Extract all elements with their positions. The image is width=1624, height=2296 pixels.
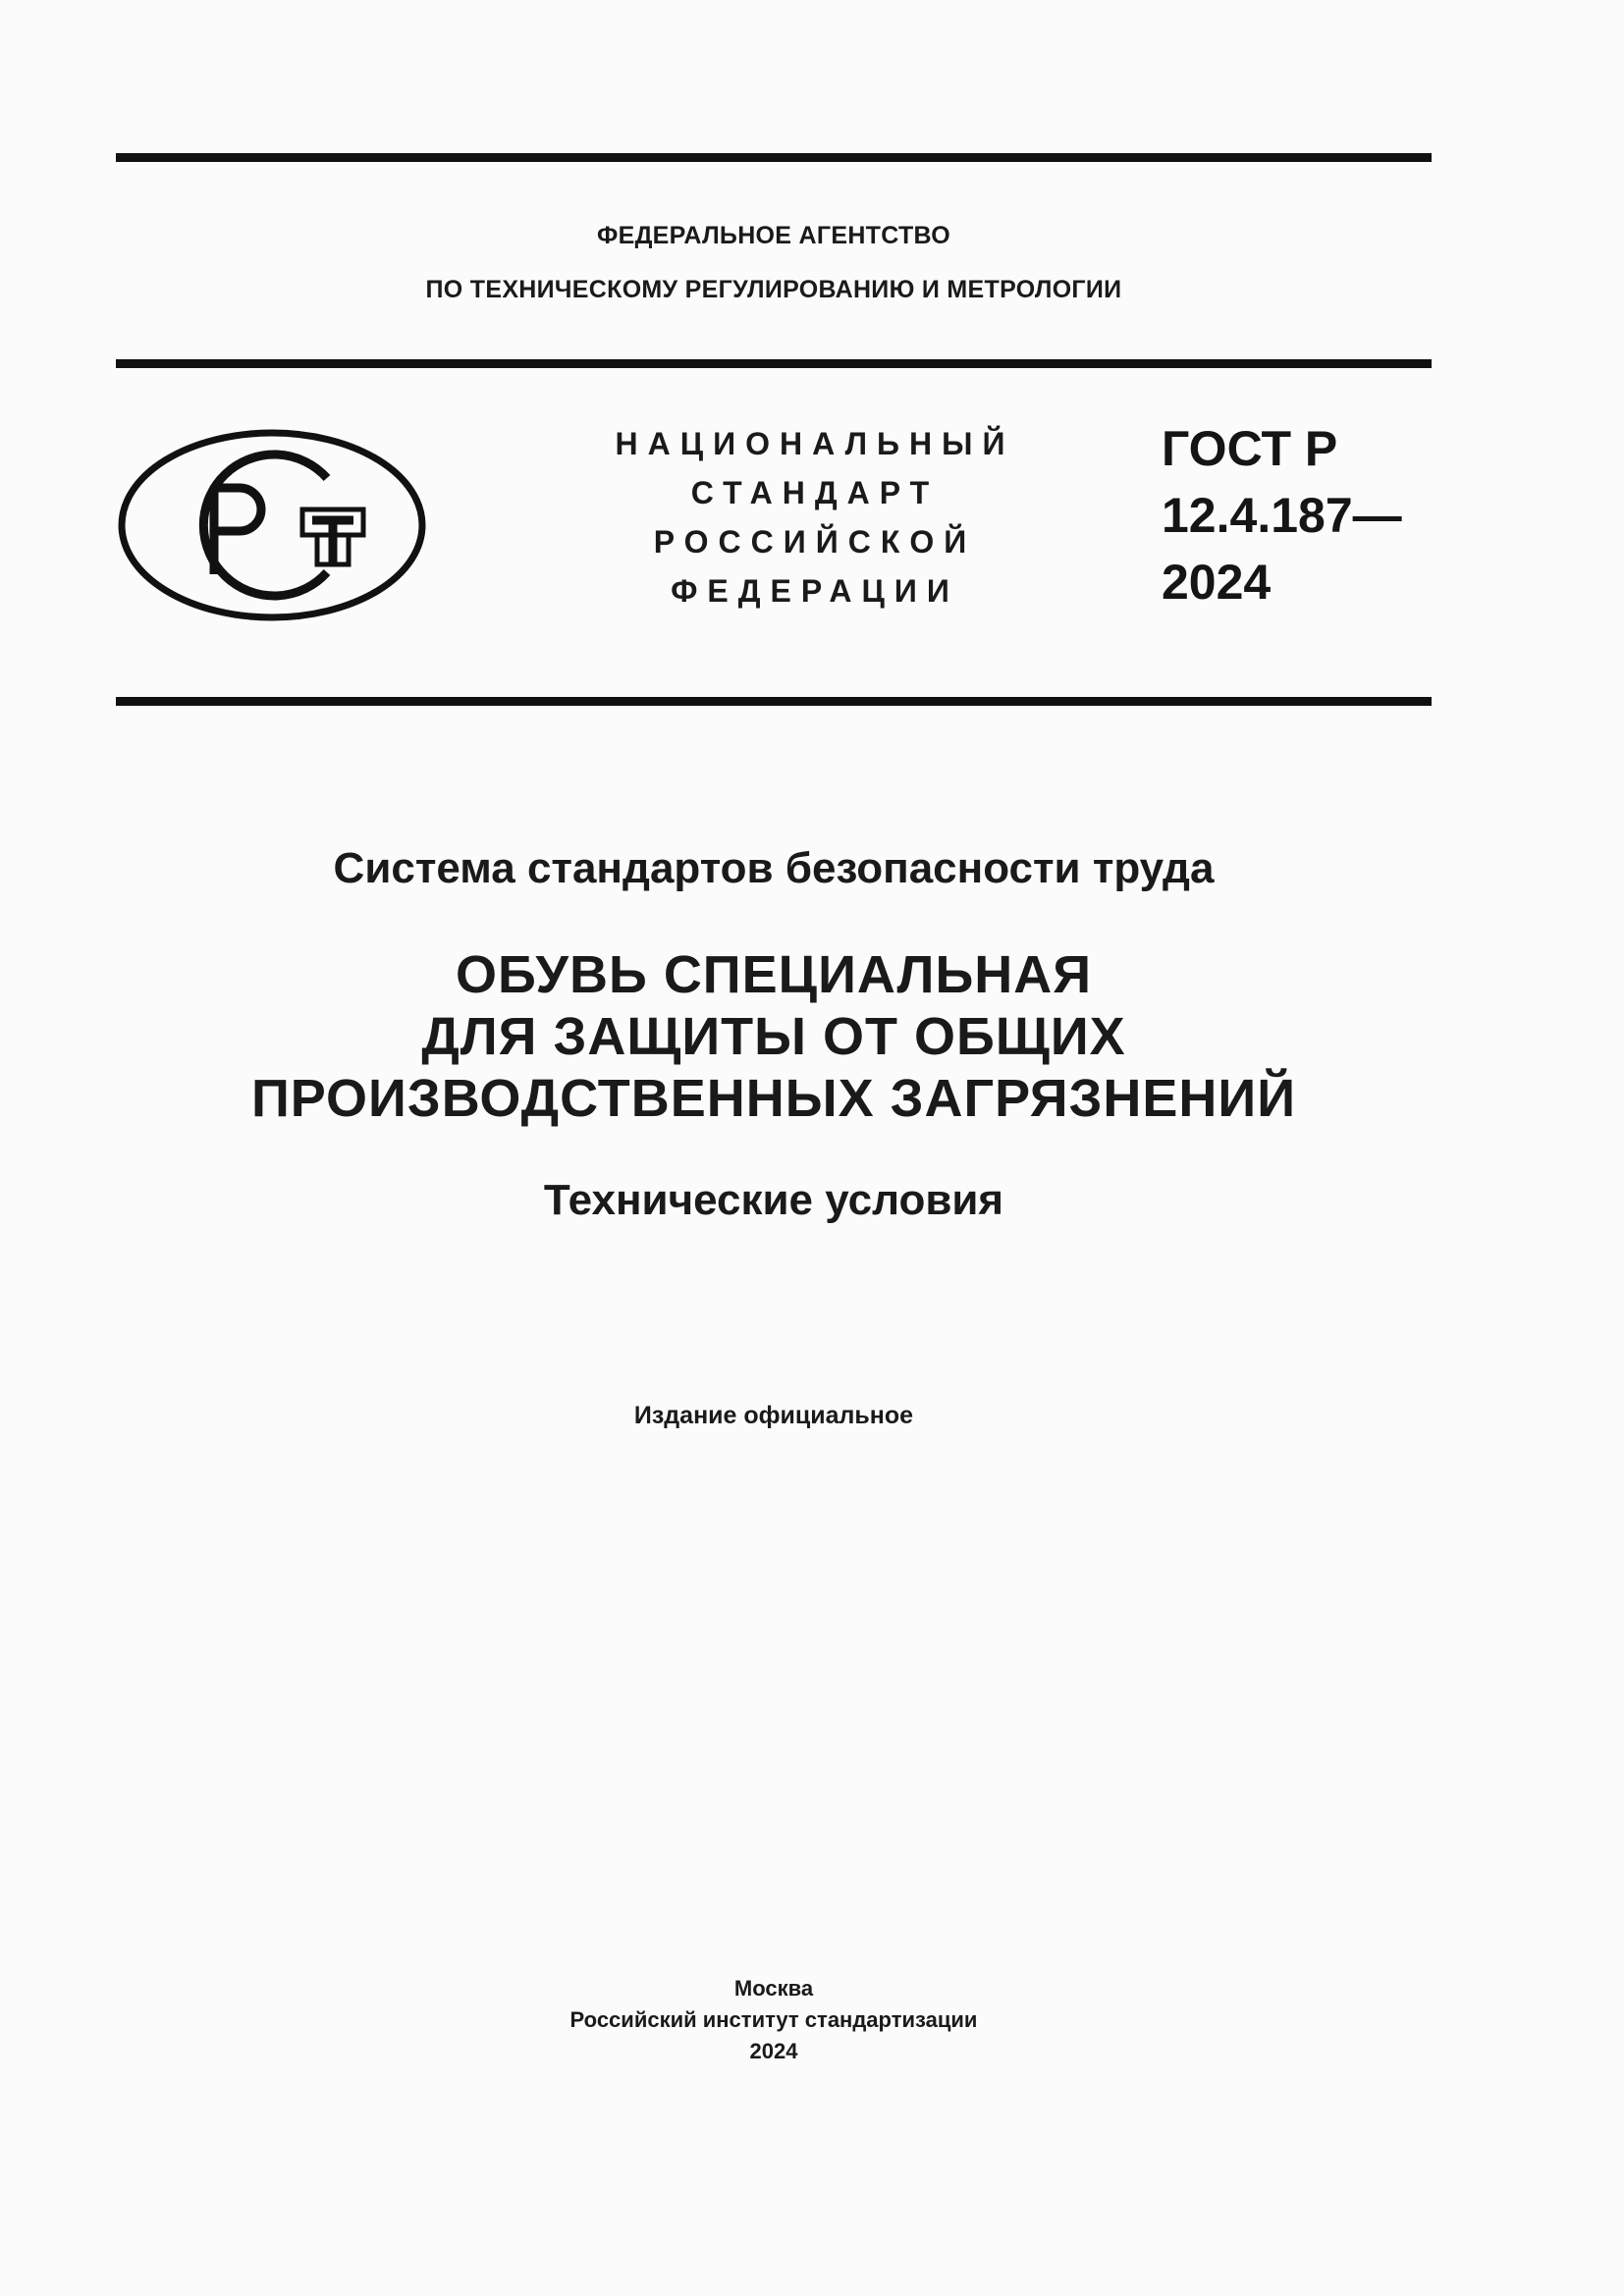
designation-line-2: 12.4.187— bbox=[1162, 488, 1402, 543]
rst-logo-icon bbox=[116, 427, 428, 623]
national-standard-line-2: СТАНДАРТ bbox=[690, 475, 940, 510]
bottom-header-rule bbox=[116, 697, 1432, 706]
system-title: Система стандартов безопасности труда bbox=[333, 844, 1215, 892]
publisher-city: Москва bbox=[733, 1976, 814, 2001]
publisher-name: Российский институт стандартизации bbox=[569, 2007, 978, 2032]
document-subtitle: Технические условия bbox=[543, 1176, 1004, 1224]
national-standard-line-3: РОССИЙСКОЙ bbox=[653, 524, 977, 560]
publisher-year: 2024 bbox=[749, 2039, 798, 2063]
document-title-line-3: ПРОИЗВОДСТВЕННЫХ ЗАГРЯЗНЕНИЙ bbox=[250, 1069, 1297, 1128]
document-title-line-1: ОБУВЬ СПЕЦИАЛЬНАЯ bbox=[455, 945, 1093, 1004]
document-title-line-2: ДЛЯ ЗАЩИТЫ ОТ ОБЩИХ bbox=[421, 1007, 1126, 1066]
agency-line-2: ПО ТЕХНИЧЕСКОМУ РЕГУЛИРОВАНИЮ И МЕТРОЛОГИИ bbox=[425, 276, 1122, 303]
designation-line-3: 2024 bbox=[1162, 555, 1272, 610]
top-rule bbox=[116, 153, 1432, 162]
agency-line-1: ФЕДЕРАЛЬНОЕ АГЕНТСТВО bbox=[596, 222, 951, 249]
national-standard-line-1: НАЦИОНАЛЬНЫЙ bbox=[615, 426, 1015, 461]
designation-line-1: ГОСТ Р bbox=[1162, 421, 1338, 476]
edition-label: Издание официальное bbox=[633, 1402, 914, 1429]
national-standard-line-4: ФЕДЕРАЦИИ bbox=[671, 573, 959, 609]
middle-rule bbox=[116, 359, 1432, 368]
